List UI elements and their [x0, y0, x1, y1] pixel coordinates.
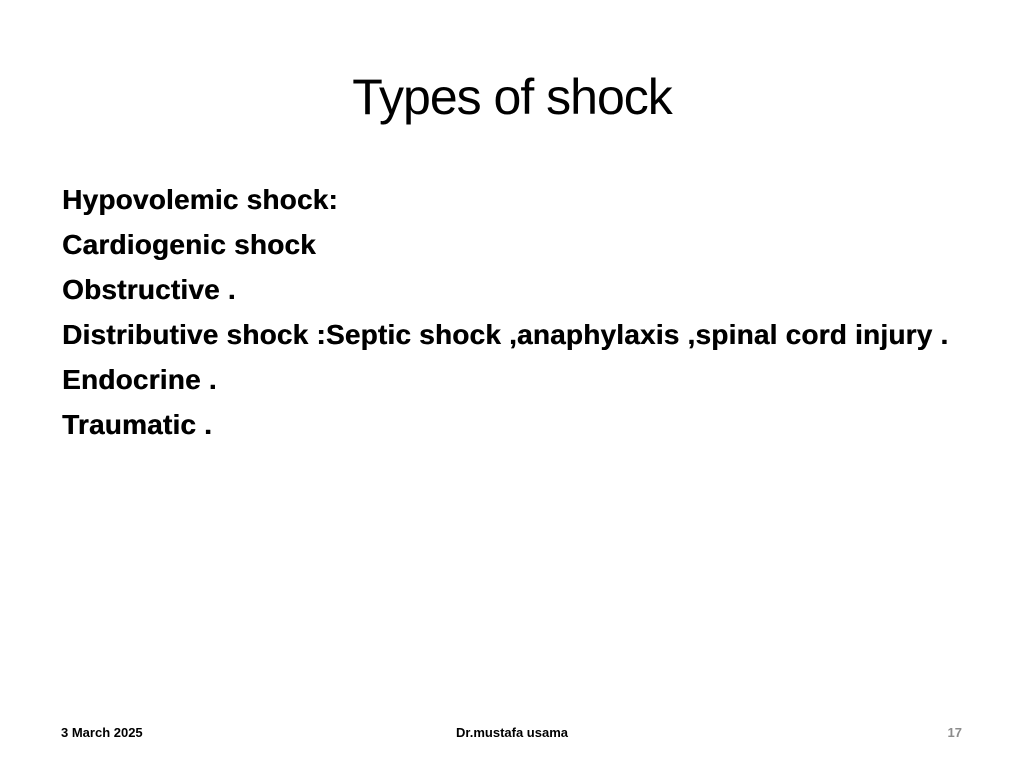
footer-page-number: 17 [947, 725, 962, 740]
list-item-obstructive: Obstructive . [62, 274, 236, 305]
list-item-distributive: Distributive shock :Septic shock ,anaphylaxis ,spinal cord injury . [62, 319, 949, 350]
list-item-traumatic: Traumatic . [62, 409, 213, 440]
list-item-cardiogenic: Cardiogenic shock [62, 229, 316, 260]
list-item-hypovolemic: Hypovolemic shock: [62, 184, 338, 215]
footer-author: Dr.mustafa usama [456, 725, 568, 740]
shock-types-list [62, 183, 962, 453]
footer-date: 3 March 2025 [61, 725, 143, 740]
slide-title: Types of shock [352, 69, 672, 125]
list-item-endocrine: Endocrine . [62, 364, 217, 395]
